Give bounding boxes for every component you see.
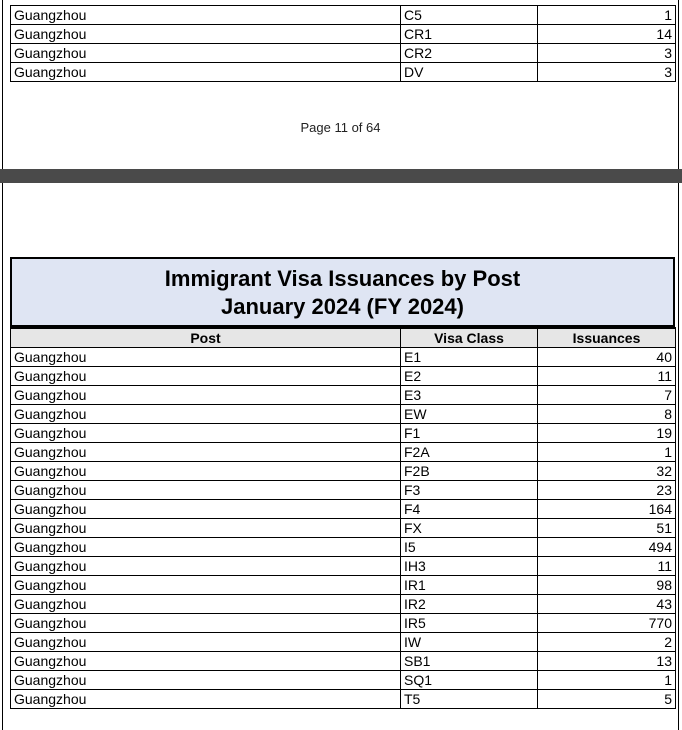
table-row — [11, 386, 676, 405]
table-row — [11, 652, 676, 671]
cell-issuances: 13 — [538, 652, 676, 671]
cell-post: Guangzhou — [11, 367, 401, 386]
cell-issuances: 1 — [538, 671, 676, 690]
cell-visa-class: E2 — [401, 367, 538, 386]
cell-issuances: 23 — [538, 481, 676, 500]
issuance-table-continued — [10, 5, 676, 82]
cell-post: Guangzhou — [11, 405, 401, 424]
cell-visa-class: DV — [401, 63, 538, 82]
cell-post: Guangzhou — [11, 576, 401, 595]
cell-post: Guangzhou — [11, 481, 401, 500]
cell-post: Guangzhou — [11, 25, 401, 44]
cell-visa-class: E3 — [401, 386, 538, 405]
cell-post: Guangzhou — [11, 652, 401, 671]
cell-post: Guangzhou — [11, 538, 401, 557]
table-row — [11, 500, 676, 519]
document-page-top — [2, 0, 679, 169]
cell-visa-class: E1 — [401, 348, 538, 367]
table-row — [11, 63, 676, 82]
table-row — [11, 424, 676, 443]
cell-visa-class: T5 — [401, 690, 538, 709]
cell-visa-class: SQ1 — [401, 671, 538, 690]
cell-issuances: 8 — [538, 405, 676, 424]
table-row — [11, 557, 676, 576]
cell-post: Guangzhou — [11, 462, 401, 481]
cell-issuances: 11 — [538, 557, 676, 576]
table-subtitle: January 2024 (FY 2024) — [221, 294, 464, 319]
column-header-visa-class: Visa Class — [401, 328, 538, 348]
cell-post: Guangzhou — [11, 443, 401, 462]
table-row — [11, 481, 676, 500]
table-row — [11, 538, 676, 557]
table-row — [11, 25, 676, 44]
column-header-issuances: Issuances — [538, 328, 676, 348]
cell-post: Guangzhou — [11, 424, 401, 443]
cell-visa-class: F2A — [401, 443, 538, 462]
table-body — [11, 348, 676, 709]
table-row — [11, 595, 676, 614]
cell-visa-class: C5 — [401, 6, 538, 25]
cell-visa-class: F1 — [401, 424, 538, 443]
document-page-bottom — [2, 183, 679, 730]
issuance-table — [10, 327, 676, 709]
cell-issuances: 14 — [538, 25, 676, 44]
cell-visa-class: I5 — [401, 538, 538, 557]
table-row — [11, 519, 676, 538]
cell-post: Guangzhou — [11, 386, 401, 405]
cell-post: Guangzhou — [11, 6, 401, 25]
cell-issuances: 164 — [538, 500, 676, 519]
table-row — [11, 690, 676, 709]
table-row — [11, 462, 676, 481]
cell-visa-class: IH3 — [401, 557, 538, 576]
cell-visa-class: F4 — [401, 500, 538, 519]
cell-visa-class: FX — [401, 519, 538, 538]
cell-issuances: 98 — [538, 576, 676, 595]
cell-visa-class: IR1 — [401, 576, 538, 595]
cell-post: Guangzhou — [11, 348, 401, 367]
page-separator — [0, 169, 682, 183]
cell-visa-class: EW — [401, 405, 538, 424]
cell-issuances: 40 — [538, 348, 676, 367]
cell-post: Guangzhou — [11, 671, 401, 690]
page-footer: Page 11 of 64 — [300, 120, 381, 135]
cell-issuances: 7 — [538, 386, 676, 405]
table-row — [11, 348, 676, 367]
cell-issuances: 19 — [538, 424, 676, 443]
cell-issuances: 5 — [538, 690, 676, 709]
cell-issuances: 1 — [538, 6, 676, 25]
table-row — [11, 671, 676, 690]
table-row — [11, 44, 676, 63]
table-row — [11, 443, 676, 462]
cell-post: Guangzhou — [11, 519, 401, 538]
cell-visa-class: SB1 — [401, 652, 538, 671]
table-row — [11, 405, 676, 424]
cell-issuances: 11 — [538, 367, 676, 386]
table-row — [11, 576, 676, 595]
cell-post: Guangzhou — [11, 595, 401, 614]
table-body — [11, 6, 676, 82]
table-header-row — [11, 328, 676, 348]
table-row — [11, 6, 676, 25]
cell-post: Guangzhou — [11, 44, 401, 63]
cell-post: Guangzhou — [11, 557, 401, 576]
cell-issuances: 3 — [538, 44, 676, 63]
cell-issuances: 1 — [538, 443, 676, 462]
column-header-post: Post — [11, 328, 401, 348]
cell-visa-class: CR1 — [401, 25, 538, 44]
cell-post: Guangzhou — [11, 500, 401, 519]
cell-issuances: 43 — [538, 595, 676, 614]
cell-post: Guangzhou — [11, 690, 401, 709]
cell-issuances: 2 — [538, 633, 676, 652]
table-row — [11, 633, 676, 652]
cell-post: Guangzhou — [11, 614, 401, 633]
cell-issuances: 770 — [538, 614, 676, 633]
table-row — [11, 614, 676, 633]
cell-issuances: 32 — [538, 462, 676, 481]
cell-visa-class: IR5 — [401, 614, 538, 633]
cell-visa-class: IW — [401, 633, 538, 652]
cell-visa-class: CR2 — [401, 44, 538, 63]
cell-post: Guangzhou — [11, 633, 401, 652]
cell-post: Guangzhou — [11, 63, 401, 82]
table-title-box — [10, 257, 675, 327]
cell-visa-class: IR2 — [401, 595, 538, 614]
cell-visa-class: F3 — [401, 481, 538, 500]
cell-issuances: 494 — [538, 538, 676, 557]
table-title: Immigrant Visa Issuances by Post — [164, 266, 521, 291]
table-row — [11, 367, 676, 386]
cell-visa-class: F2B — [401, 462, 538, 481]
cell-issuances: 51 — [538, 519, 676, 538]
cell-issuances: 3 — [538, 63, 676, 82]
